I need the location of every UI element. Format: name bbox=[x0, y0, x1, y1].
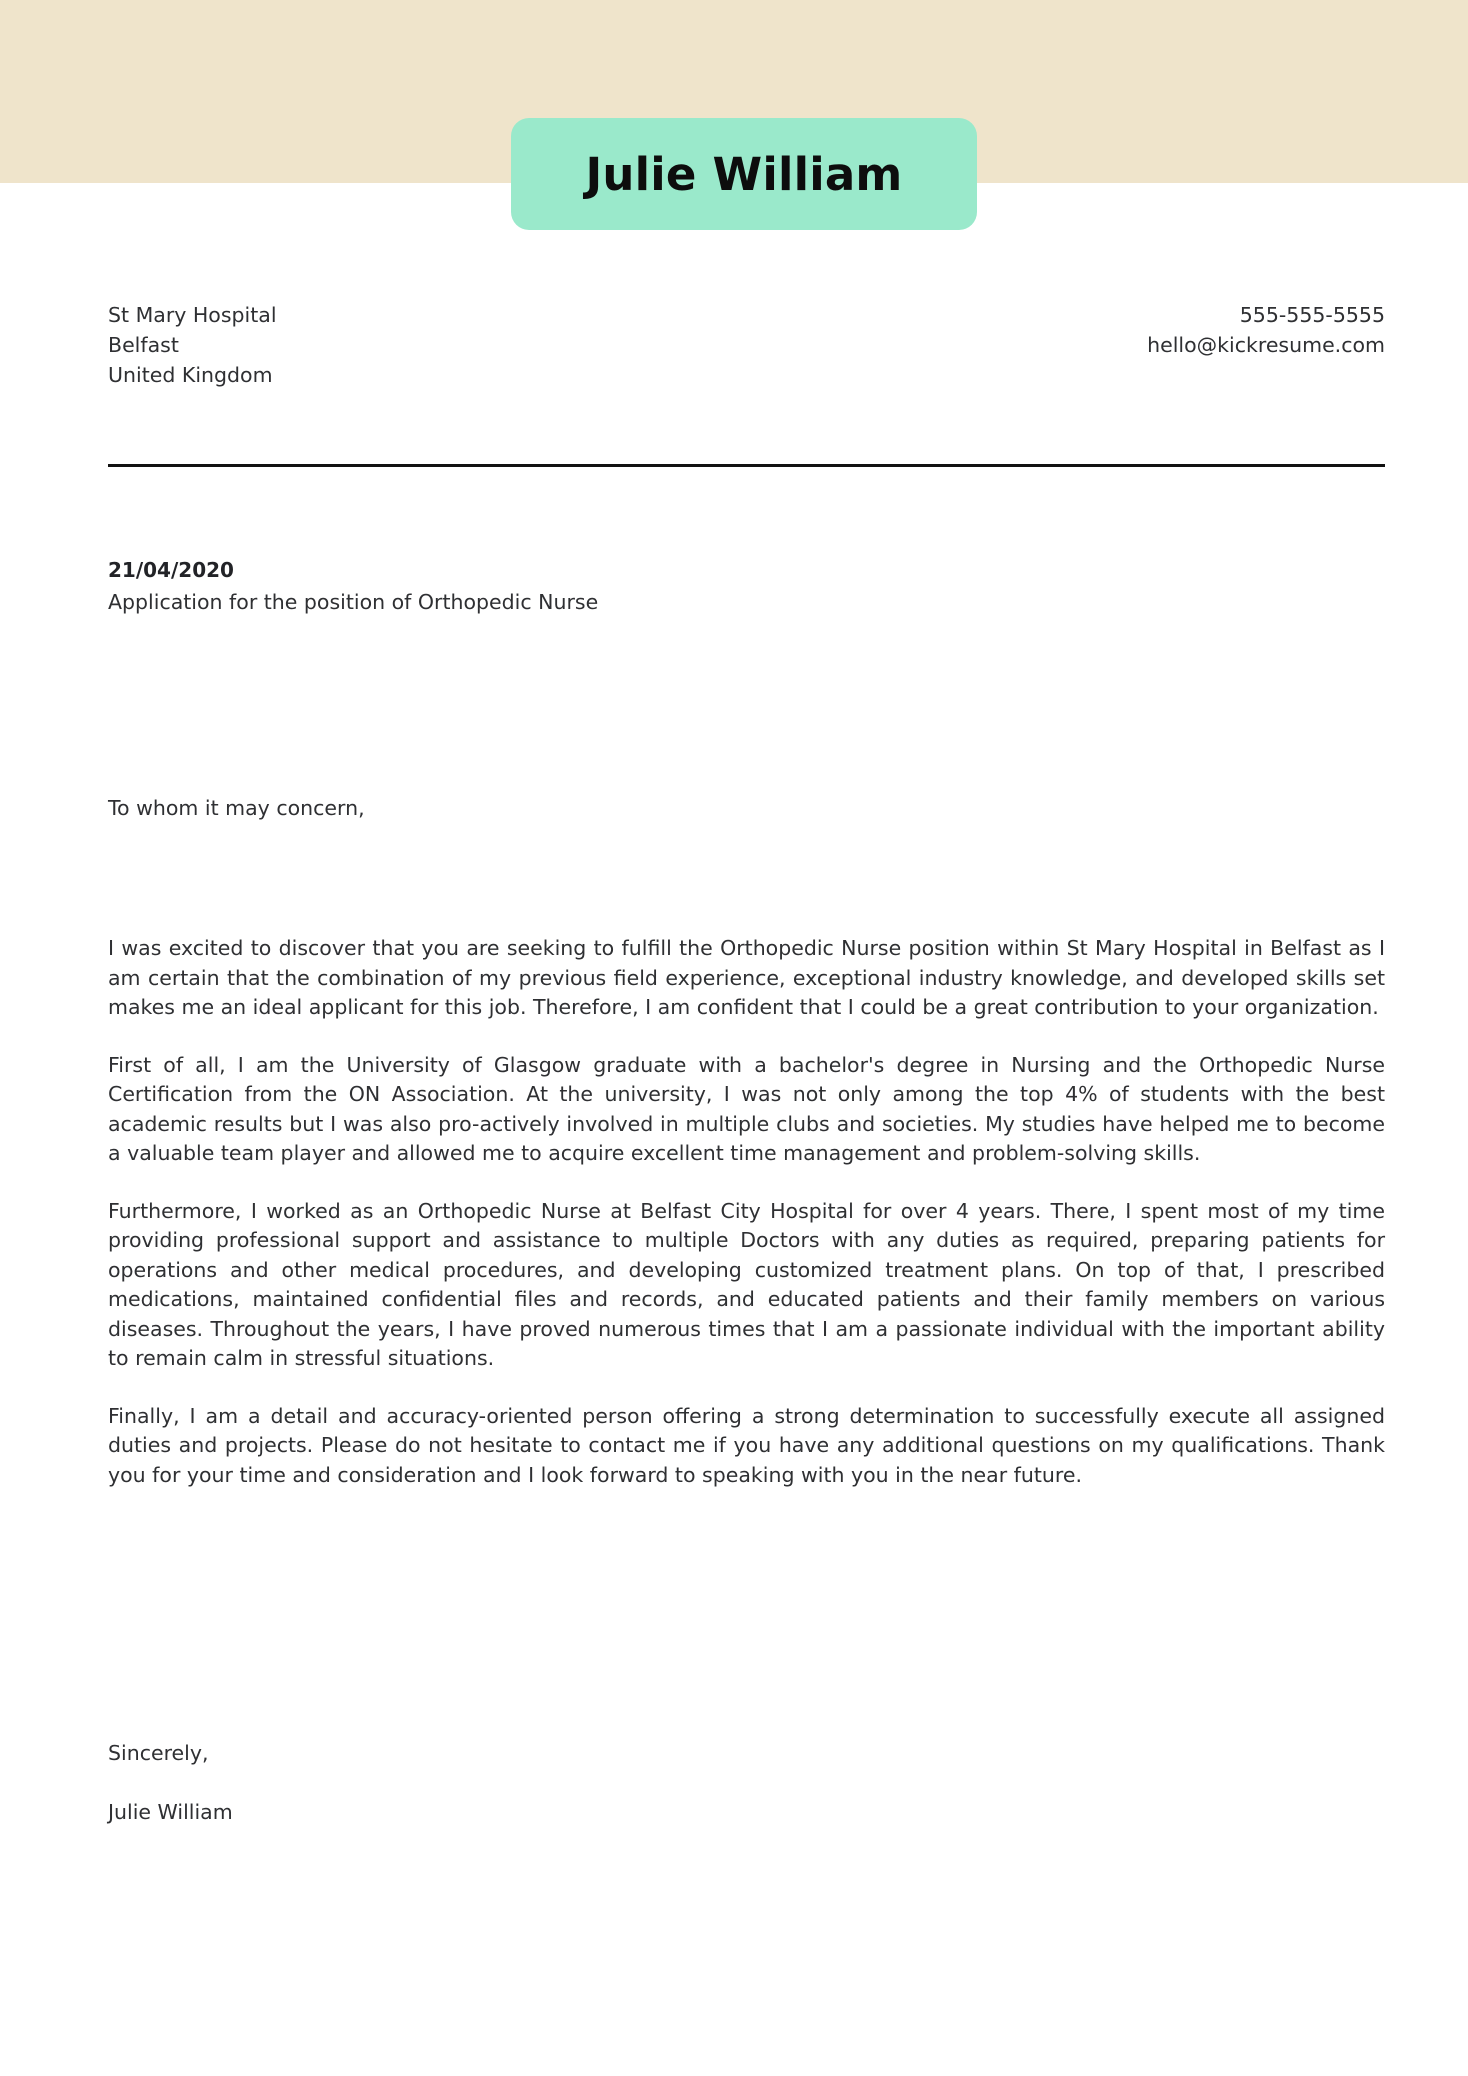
recipient-address-block bbox=[108, 300, 277, 390]
recipient-organization: St Mary Hospital bbox=[108, 303, 277, 327]
letter-date: 21/04/2020 bbox=[108, 558, 234, 582]
sender-phone: 555-555-5555 bbox=[1239, 303, 1385, 327]
header-divider-rule bbox=[108, 464, 1385, 467]
candidate-name: Julie William bbox=[585, 147, 903, 201]
letter-subject: Application for the position of Orthopedic Nurse bbox=[108, 590, 599, 614]
recipient-city: Belfast bbox=[108, 333, 179, 357]
sender-contact-block bbox=[1147, 300, 1385, 360]
recipient-country: United Kingdom bbox=[108, 363, 273, 387]
letter-signature-name: Julie William bbox=[108, 1800, 233, 1824]
contact-row bbox=[108, 300, 1385, 390]
name-badge bbox=[511, 118, 977, 230]
letter-sign-off: Sincerely, bbox=[108, 1741, 209, 1765]
letter-paragraph: Furthermore, I worked as an Orthopedic Nurse at Belfast City Hospital for over 4 years. There, I spent most of my time providing professional support and assistance to multiple Doctors with any duties as required, preparing patients for operations and other medical procedures, and developing customized treatment plans. On top of that, I prescribed medications, maintained confidential files and records, and educated patients and their family members on various diseases. Throughout the years, I have proved numerous times that I am a passionate individual with the important ability to remain calm in stressful situations. bbox=[108, 1198, 1385, 1370]
signature-block bbox=[108, 1738, 708, 1827]
letter-paragraph: Finally, I am a detail and accuracy-oriented person offering a strong determination to successfully execute all assigned duties and projects. Please do not hesitate to contact me if you have any additional questions on my qualifications. Thank you for your time and consideration and I look forward to speaking with you in the near future. bbox=[108, 1403, 1385, 1487]
letter-paragraph: I was excited to discover that you are seeking to fulfill the Orthopedic Nurse position within St Mary Hospital in Belfast as I am certain that the combination of my previous field experience, exceptional industry knowledge, and developed skills set makes me an ideal applicant for this job. Therefore, I am confident that I could be a great contribution to your organization. bbox=[108, 936, 1385, 1019]
sender-email: hello@kickresume.com bbox=[1147, 333, 1385, 357]
letter-salutation: To whom it may concern, bbox=[108, 796, 365, 820]
letter-body bbox=[108, 934, 1385, 1490]
letter-meta-block bbox=[108, 556, 1385, 617]
letter-paragraph: First of all, I am the University of Glasgow graduate with a bachelor's degree in Nursing and the Orthopedic Nurse Certification from the ON Association. At the university, I was not only among the top 4% of students with the best academic results but I was also pro-actively involved in multiple clubs and societies. My studies have helped me to become a valuable team player and allowed me to acquire excellent time management and problem-solving skills. bbox=[108, 1052, 1385, 1165]
